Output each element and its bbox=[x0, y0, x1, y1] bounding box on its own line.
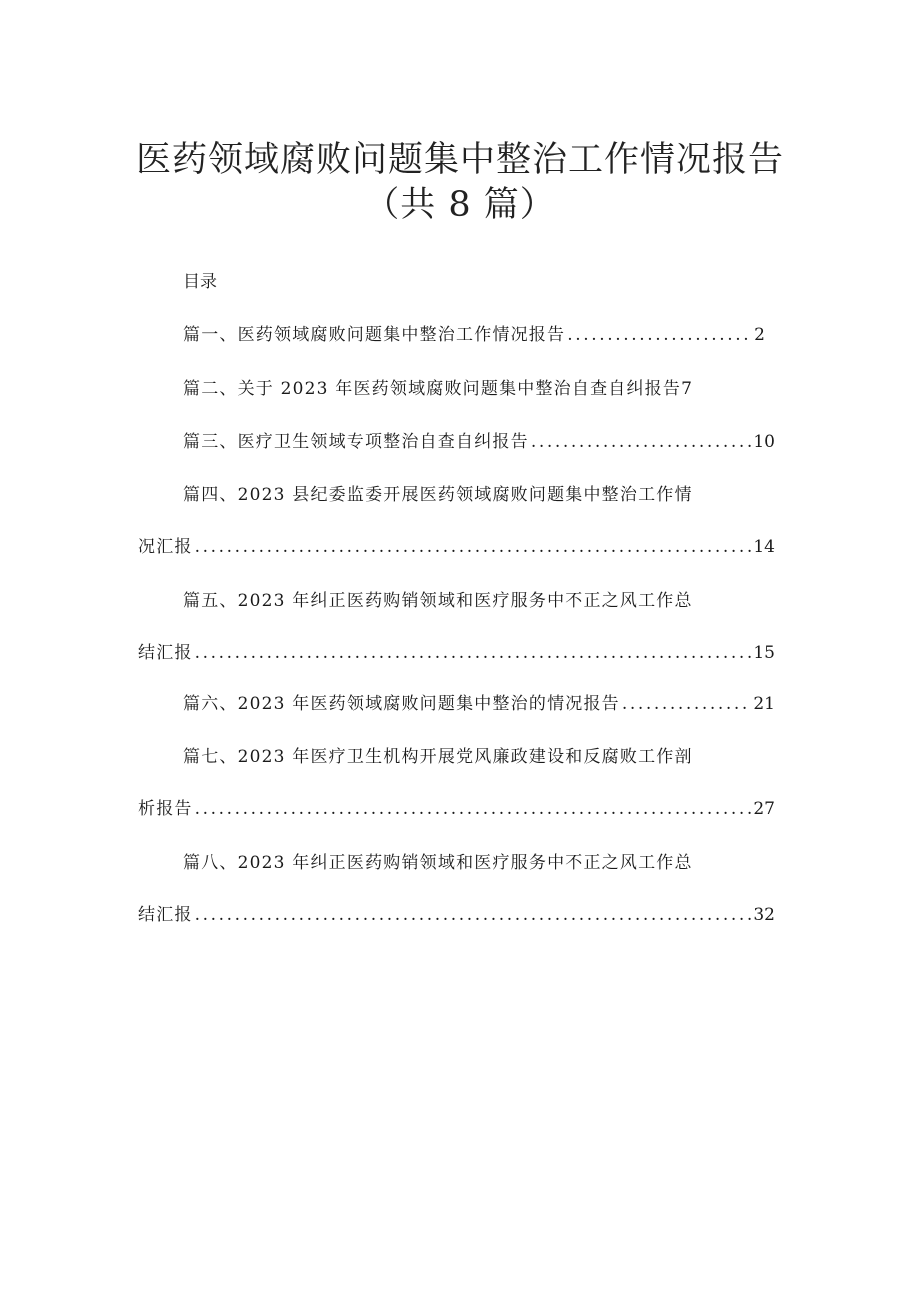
toc-entry-text: 况汇报 bbox=[138, 537, 193, 557]
toc-leader bbox=[195, 535, 752, 559]
toc-page-number: 10 bbox=[753, 432, 775, 452]
toc-entry-4-line2[interactable] bbox=[138, 535, 775, 559]
toc-entry-4-line1[interactable]: 篇四、2023 县纪委监委开展医药领域腐败问题集中整治工作情 bbox=[183, 485, 693, 505]
toc-entry-1[interactable] bbox=[183, 323, 765, 347]
toc-page-number: 14 bbox=[753, 537, 775, 557]
toc-page-number: 15 bbox=[753, 643, 775, 663]
toc-page-number: 7 bbox=[681, 379, 694, 399]
toc-entry-3[interactable] bbox=[183, 430, 775, 454]
document-title: 医药领域腐败问题集中整治工作情况报告 bbox=[135, 140, 784, 180]
toc-entry-text: 篇三、医疗卫生领域专项整治自查自纠报告 bbox=[183, 432, 529, 452]
toc-leader bbox=[195, 903, 752, 927]
document-subtitle: （共 8 篇） bbox=[364, 185, 556, 225]
toc-leader bbox=[567, 323, 752, 347]
toc-entry-text: 结汇报 bbox=[138, 643, 193, 663]
toc-page-number: 27 bbox=[753, 799, 775, 819]
toc-entry-6[interactable] bbox=[183, 692, 775, 716]
toc-leader bbox=[531, 430, 752, 454]
toc-entry-8-line2[interactable] bbox=[138, 903, 775, 927]
toc-leader bbox=[195, 797, 752, 821]
toc-entry-text: 篇二、关于 2023 年医药领域腐败问题集中整治自查自纠报告 bbox=[183, 379, 682, 399]
toc-entry-text: 篇六、2023 年医药领域腐败问题集中整治的情况报告 bbox=[183, 694, 620, 714]
toc-entry-8-line1[interactable]: 篇八、2023 年纠正医药购销领域和医疗服务中不正之风工作总 bbox=[183, 853, 693, 873]
toc-leader bbox=[622, 692, 751, 716]
toc-page-number: 21 bbox=[753, 694, 775, 714]
toc-entry-7-line1[interactable]: 篇七、2023 年医疗卫生机构开展党风廉政建设和反腐败工作剖 bbox=[183, 747, 693, 767]
toc-heading: 目录 bbox=[183, 272, 217, 292]
toc-entry-text: 结汇报 bbox=[138, 905, 193, 925]
toc-page-number: 2 bbox=[754, 325, 765, 345]
toc-entry-text: 析报告 bbox=[138, 799, 193, 819]
toc-leader bbox=[195, 641, 752, 665]
toc-entry-text: 篇一、医药领域腐败问题集中整治工作情况报告 bbox=[183, 325, 566, 345]
toc-entry-7-line2[interactable] bbox=[138, 797, 775, 821]
toc-entry-5-line2[interactable] bbox=[138, 641, 775, 665]
toc-entry-5-line1[interactable]: 篇五、2023 年纠正医药购销领域和医疗服务中不正之风工作总 bbox=[183, 591, 693, 611]
toc-page-number: 32 bbox=[753, 905, 775, 925]
toc-entry-2[interactable] bbox=[183, 377, 693, 401]
